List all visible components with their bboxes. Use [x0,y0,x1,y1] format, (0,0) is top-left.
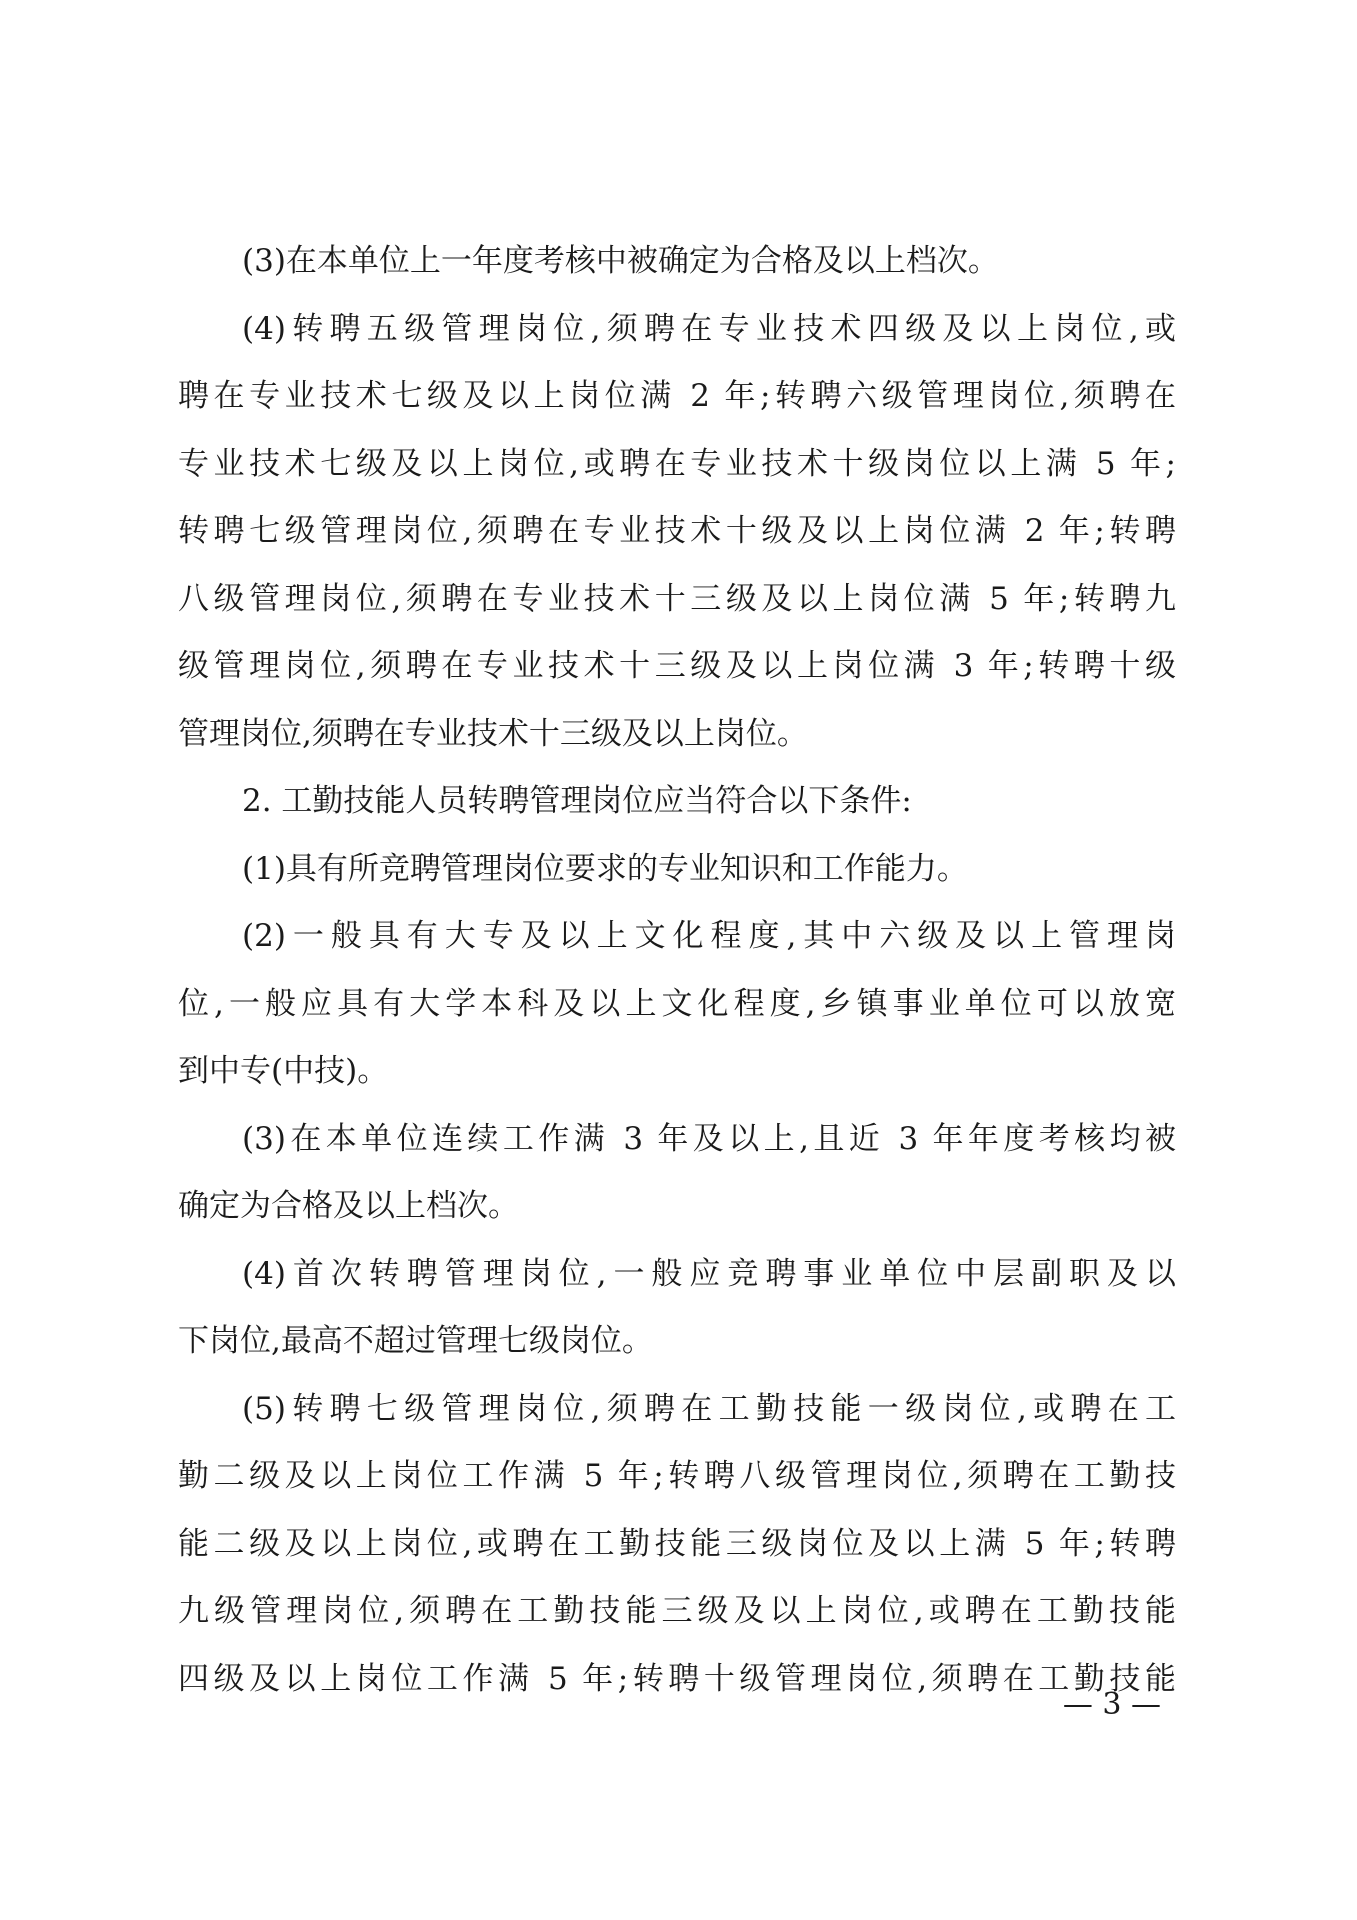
paragraph-line: 位,一般应具有大学本科及以上文化程度,乡镇事业单位可以放宽 [178,985,1176,1022]
page-number: — 3 — [1062,1687,1161,1722]
paragraph-line: (1)具有所竞聘管理岗位要求的专业知识和工作能力。 [242,850,968,887]
body-text [178,228,1176,1713]
paragraph-line: (3)在本单位连续工作满 3 年及以上,且近 3 年年度考核均被 [242,1120,1176,1157]
paragraph-line: (2)一般具有大专及以上文化程度,其中六级及以上管理岗 [242,918,1176,954]
section-heading: 2. 工勤技能人员转聘管理岗位应当符合以下条件: [242,783,912,819]
paragraph-line: 专业技术七级及以上岗位,或聘在专业技术十级岗位以上满 5 年; [178,445,1176,482]
paragraph-line: 到中专(中技)。 [178,1053,389,1089]
paragraph-line: (4)首次转聘管理岗位,一般应竞聘事业单位中层副职及以 [242,1255,1176,1292]
paragraph-line: 下岗位,最高不超过管理七级岗位。 [178,1323,653,1359]
paragraph-line: (5)转聘七级管理岗位,须聘在工勤技能一级岗位,或聘在工 [242,1390,1176,1427]
paragraph-line: 九级管理岗位,须聘在工勤技能三级及以上岗位,或聘在工勤技能 [178,1593,1176,1629]
paragraph-line: 级管理岗位,须聘在专业技术十三级及以上岗位满 3 年;转聘十级 [178,648,1176,684]
paragraph-line: (4)转聘五级管理岗位,须聘在专业技术四级及以上岗位,或 [242,310,1176,347]
paragraph-line: 勤二级及以上岗位工作满 5 年;转聘八级管理岗位,须聘在工勤技 [178,1458,1176,1494]
paragraph-line: 八级管理岗位,须聘在专业技术十三级及以上岗位满 5 年;转聘九 [178,580,1176,617]
paragraph-line: 确定为合格及以上档次。 [178,1188,519,1224]
paragraph-line: 转聘七级管理岗位,须聘在专业技术十级及以上岗位满 2 年;转聘 [178,513,1176,549]
paragraph-line: 四级及以上岗位工作满 5 年;转聘十级管理岗位,须聘在工勤技能 [178,1660,1176,1697]
paragraph-line: 能二级及以上岗位,或聘在工勤技能三级岗位及以上满 5 年;转聘 [178,1525,1176,1562]
paragraph-line: 管理岗位,须聘在专业技术十三级及以上岗位。 [178,715,808,752]
paragraph-line: 聘在专业技术七级及以上岗位满 2 年;转聘六级管理岗位,须聘在 [178,378,1176,414]
paragraph-line: (3)在本单位上一年度考核中被确定为合格及以上档次。 [242,243,999,279]
